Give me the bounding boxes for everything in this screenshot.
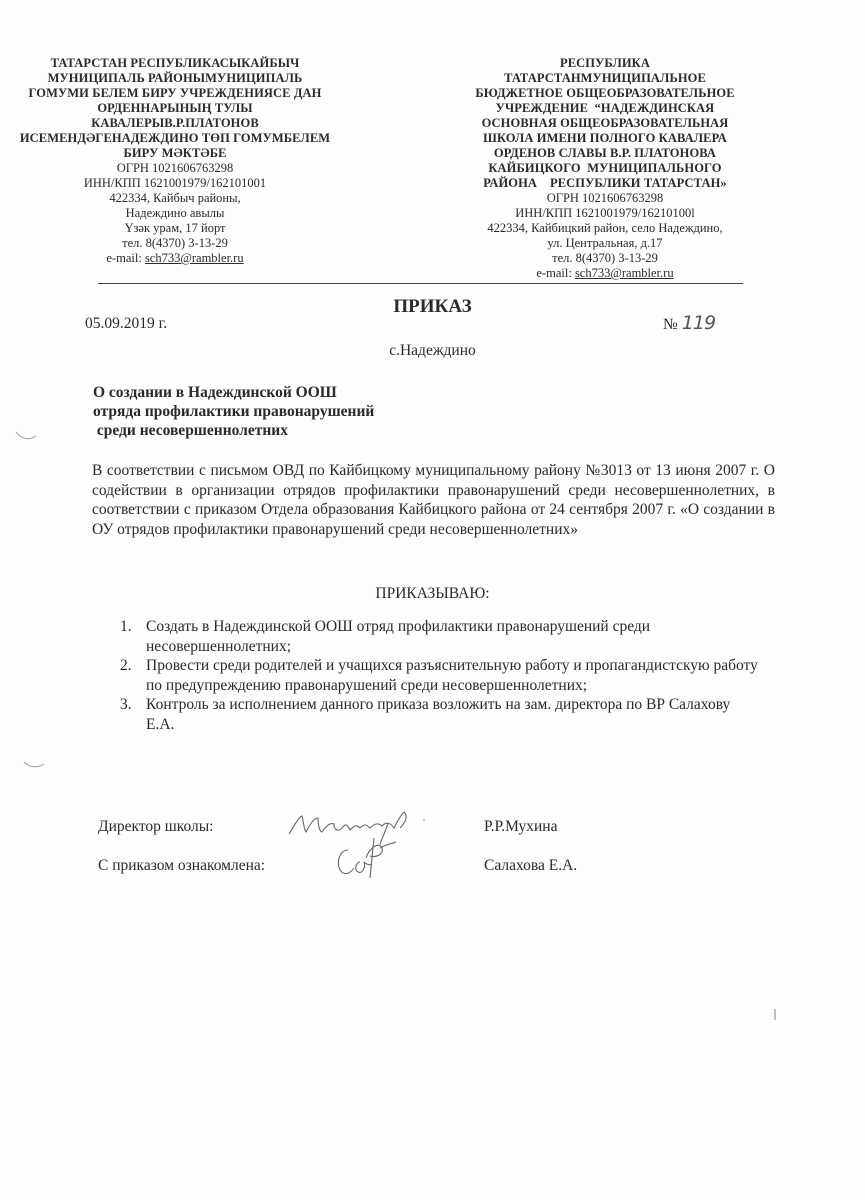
order-item (120, 617, 760, 656)
address-line: Надеждино авылы (125, 206, 225, 220)
org-line: КАЙБИЦКОГО МУНИЦИПАЛЬНОГО (488, 161, 722, 175)
subject-line: среди несовершеннолетних (93, 422, 288, 439)
org-line: ТАТАРСТАН РЕСПУБЛИКАСЫКАЙБЫЧ (50, 56, 300, 70)
order-text: Создать в Надеждинской ООШ отряд профилактики правонарушений среди несовершеннолетних; (146, 618, 651, 655)
order-number: 1. (120, 618, 132, 635)
subject-line: О создании в Надеждинской ООШ (93, 384, 337, 401)
phone: тел. 8(4370) 3-13-29 (122, 236, 228, 250)
org-line: ТАТАРСТАНМУНИЦИПАЛЬНОЕ (504, 71, 706, 85)
org-line: ОРДЕННАРЫНЫҢ ТУЛЫ (97, 101, 253, 115)
inn-kpp: ИНН/КПП 1621001979/162101001 (83, 176, 267, 190)
org-name-russian (455, 56, 755, 191)
acknowledged-label: С приказом ознакомлена: (98, 857, 266, 874)
number-label: № (663, 316, 678, 333)
director-label: Директор школы: (98, 818, 214, 835)
org-line: ШКОЛА ИМЕНИ ПОЛНОГО КАВАЛЕРА (483, 131, 727, 145)
document-subject (93, 383, 374, 440)
org-line: БИРУ МӘКТӘБЕ (123, 146, 227, 160)
email-label: e-mail: (106, 251, 145, 265)
org-line: УЧРЕЖДЕНИЕ “НАДЕЖДИНСКАЯ (495, 101, 715, 115)
scan-speck (772, 1008, 778, 1022)
ogrn: ОГРН 1021606763298 (546, 191, 664, 205)
acknowledged-name: Салахова Е.А. (484, 857, 578, 874)
order-item (120, 695, 760, 734)
inn-kpp: ИНН/КПП 1621001979/16210100l (515, 206, 695, 220)
preamble-paragraph: В соответствии с письмом ОВД по Кайбицкому муниципальному району №3013 от 13 июня 2007 г. О содействии в организации отрядов профилактики правонарушений среди несовершеннолетних, в соответствии с приказом Отдела образования Кайбицкого района от 24 сентября 2007 г. «О создании в ОУ отрядов профилактики правонарушений среди несовершеннолетних» (92, 462, 775, 538)
order-item (120, 656, 760, 695)
email-label: e-mail: (536, 266, 575, 280)
punch-hole-mark (22, 758, 46, 770)
phone: тел. 8(4370) 3-13-29 (552, 251, 658, 265)
org-line: БЮДЖЕТНОЕ ОБЩЕОБРАЗОВАТЕЛЬНОЕ (475, 86, 735, 100)
order-number: 3. (120, 696, 132, 713)
org-line: МУНИЦИПАЛЬ РАЙОНЫМУНИЦИПАЛЬ (47, 71, 303, 85)
header-left-tatar (10, 56, 340, 266)
org-line: ОСНОВНАЯ ОБЩЕОБРАЗОВАТЕЛЬНАЯ (481, 116, 729, 130)
order-number: 2. (120, 657, 132, 674)
document-date: 05.09.2019 г. (85, 315, 168, 332)
org-line: РАЙОНА РЕСПУБЛИКИ ТАТАРСТАН» (483, 176, 727, 190)
document-number (663, 312, 715, 334)
order-text: Контроль за исполнением данного приказа возложить на зам. директора по ВР Салахову Е.А. (146, 696, 731, 733)
orders-list (120, 617, 760, 734)
org-name-tatar (10, 56, 340, 161)
email-row (10, 251, 340, 266)
subject-line: отряда профилактики правонарушений (93, 403, 375, 420)
header-right-russian (455, 56, 755, 281)
address-line: Үзәк урам, 17 йорт (124, 221, 226, 235)
org-line: ГОМУМИ БЕЛЕМ БИРУ УЧРЕЖДЕНИЯСЕ ДАН (28, 86, 322, 100)
address-line: 422334, Кайбицкий район, село Надеждино, (487, 221, 723, 235)
order-text: Провести среди родителей и учащихся разъяснительную работу и пропагандистскую работу по предупреждению правонарушений среди несовершеннолетних; (146, 657, 758, 694)
ogrn: ОГРН 1021606763298 (116, 161, 234, 175)
org-line: РЕСПУБЛИКА (560, 56, 650, 70)
org-line: ИСЕМЕНДӘГЕНАДЕЖДИНО ТӨП ГОМУМБЕЛЕМ (19, 131, 331, 145)
address-line: ул. Центральная, д.17 (547, 236, 663, 250)
org-line: ОРДЕНОВ СЛАВЫ В.Р. ПЛАТОНОВА (493, 146, 717, 160)
org-line: КАВАЛЕРЫВ.Р.ПЛАТОНОВ (91, 116, 259, 130)
orders-heading: ПРИКАЗЫВАЮ: (375, 585, 490, 602)
director-name: Р.Р.Мухина (484, 818, 558, 835)
document-title: ПРИКАЗ (393, 296, 472, 317)
header-divider (98, 283, 743, 284)
address-line: 422334, Кайбыч районы, (109, 191, 241, 205)
document-place: с.Надеждино (389, 342, 476, 359)
email-link[interactable]: sch733@rambler.ru (144, 251, 244, 265)
email-row (455, 266, 755, 281)
email-link[interactable]: sch733@rambler.ru (574, 266, 674, 280)
acknowledged-signature (330, 832, 410, 882)
punch-hole-mark (14, 430, 38, 442)
handwritten-number: 119 (681, 312, 716, 334)
